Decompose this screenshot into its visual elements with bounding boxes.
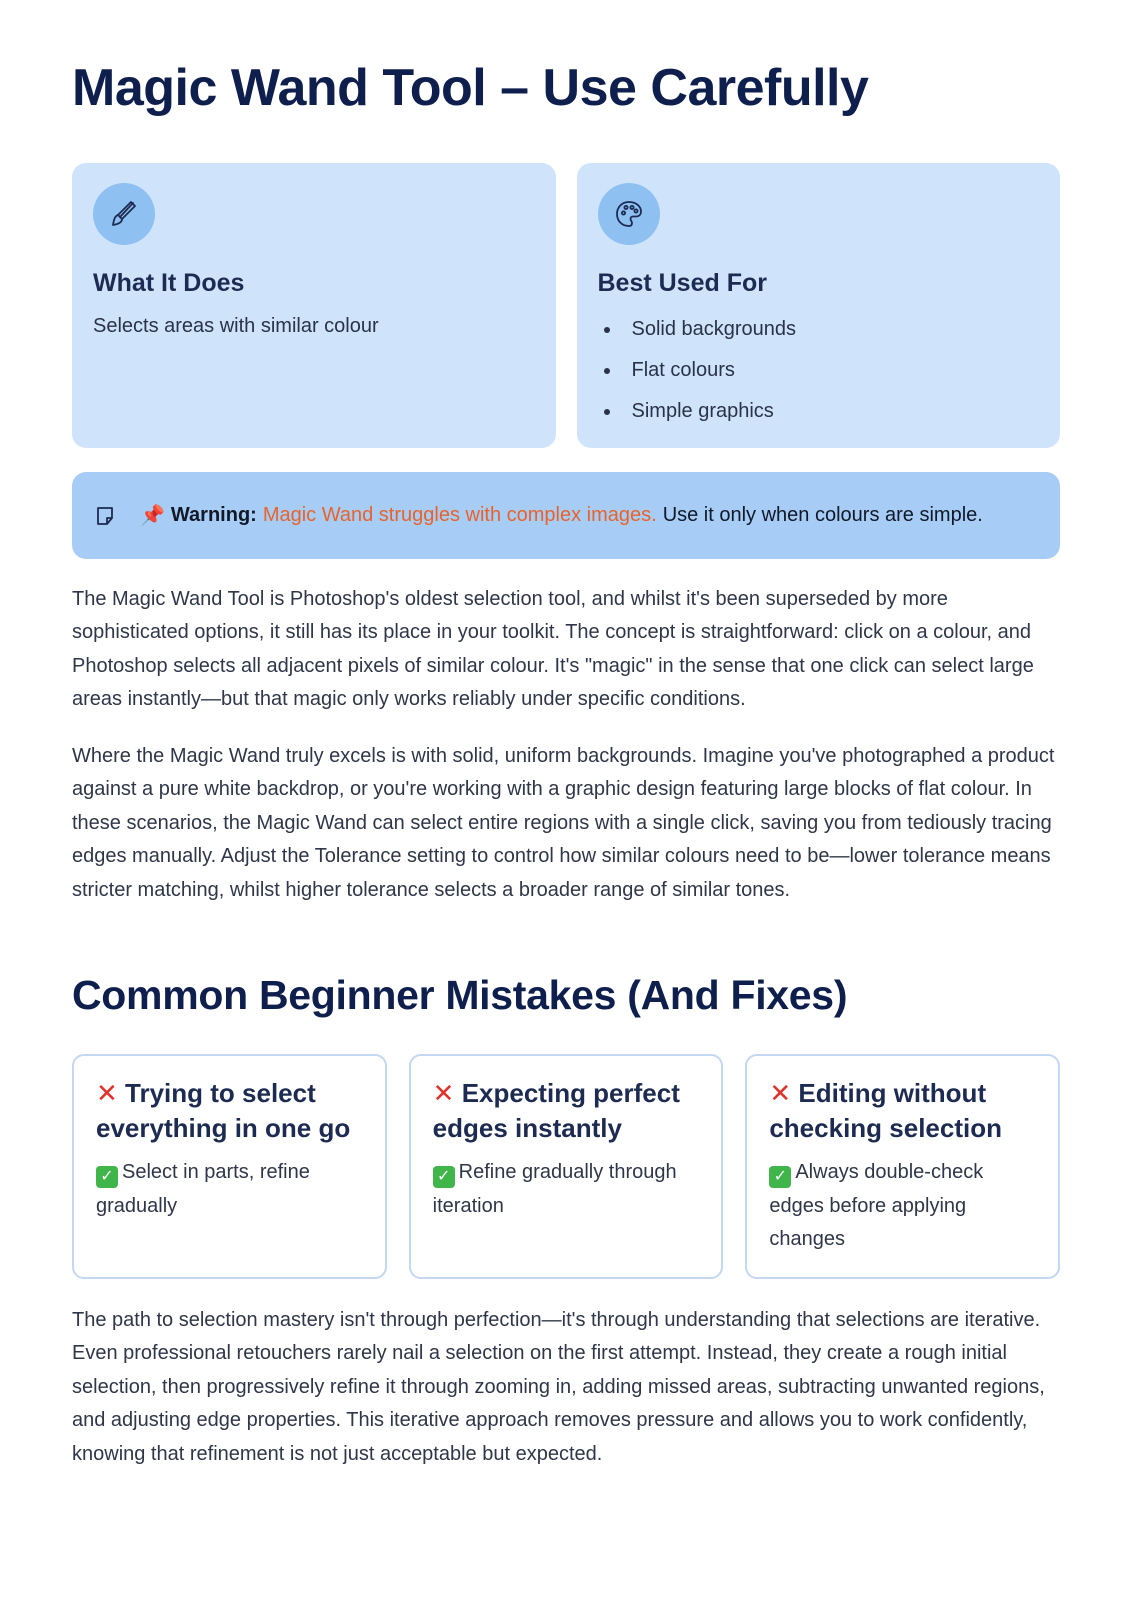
mistake-card	[745, 1054, 1060, 1279]
card-best-used-for	[577, 163, 1061, 448]
list-item: Flat colours	[598, 350, 1040, 391]
warning-text: Use it only when colours are simple.	[662, 504, 983, 526]
body-paragraph: Where the Magic Wand truly excels is with solid, uniform backgrounds. Imagine you've photographed a product against a pure white backdrop, or you're working with a graphic design featuring large blocks of flat colour. In these scenarios, the Magic Wand can select entire regions with a single click, saving you from tediously tracing edges manually. Adjust the Tolerance setting to control how similar colours need to be—lower tolerance means stricter matching, whilst higher tolerance selects a broader range of similar tones.	[72, 745, 1055, 901]
brush-icon	[93, 183, 155, 245]
card-heading: What It Does	[93, 269, 245, 297]
check-icon: ✓	[433, 1166, 455, 1188]
fix-text-wrap	[96, 1156, 363, 1223]
fix-text: Always double-check edges before applying changes	[769, 1161, 984, 1250]
mistake-text: Expecting perfect edges instantly	[432, 1078, 680, 1143]
mistakes-grid	[72, 1054, 1060, 1279]
page-title: Magic Wand Tool – Use Carefully	[72, 59, 869, 117]
check-icon: ✓	[769, 1166, 791, 1188]
section-heading: Common Beginner Mistakes (And Fixes)	[72, 972, 848, 1018]
body-paragraph: The Magic Wand Tool is Photoshop's oldest selection tool, and whilst it's been superseded by more sophisticated options, it still has its place in your toolkit. The concept is straightforward: click on a colour, and Photoshop selects all adjacent pixels of similar colour. It's "magic" in the sense that one click can select large areas instantly—but that magic only works reliably under specific conditions.	[72, 588, 1034, 711]
cross-icon: ✕	[96, 1078, 118, 1108]
warning-highlight: Magic Wand struggles with complex images.	[262, 504, 657, 526]
body-paragraph: The path to selection mastery isn't through perfection—it's through understanding that selections are iterative. Even professional retouchers rarely nail a selection on the first attempt. Instead, they create a rough initial selection, then progressively refine it through zooming in, adding missed areas, subtracting unwanted regions, and adjusting edge properties. This iterative approach removes pressure and allows you to work confidently, knowing that refinement is not just acceptable but expected.	[72, 1309, 1045, 1465]
palette-icon	[598, 183, 660, 245]
info-cards	[72, 163, 1060, 448]
mistake-card	[72, 1054, 387, 1279]
mistake-title	[433, 1076, 700, 1146]
pin-icon: 📌	[140, 505, 165, 527]
note-icon	[94, 505, 116, 527]
check-icon: ✓	[96, 1166, 118, 1188]
fix-text: Refine gradually through iteration	[432, 1161, 677, 1217]
fix-text: Select in parts, refine gradually	[96, 1161, 310, 1217]
card-what-it-does	[72, 163, 556, 448]
fix-text-wrap	[433, 1156, 700, 1223]
mistake-title	[96, 1076, 363, 1146]
mistake-text: Editing without checking selection	[769, 1078, 1002, 1143]
list-item: Simple graphics	[598, 391, 1040, 432]
cross-icon: ✕	[769, 1078, 792, 1108]
mistake-title	[769, 1076, 1036, 1146]
warning-label: Warning:	[170, 504, 257, 526]
mistake-card	[409, 1054, 724, 1279]
best-used-list	[598, 309, 1040, 432]
cross-icon: ✕	[432, 1078, 455, 1108]
card-text: Selects areas with similar colour	[93, 315, 379, 337]
list-item: Solid backgrounds	[598, 309, 1040, 350]
mistake-text: Trying to select everything in one go	[96, 1078, 351, 1143]
warning-callout	[72, 472, 1060, 559]
card-heading: Best Used For	[597, 269, 767, 297]
fix-text-wrap	[769, 1156, 1036, 1257]
